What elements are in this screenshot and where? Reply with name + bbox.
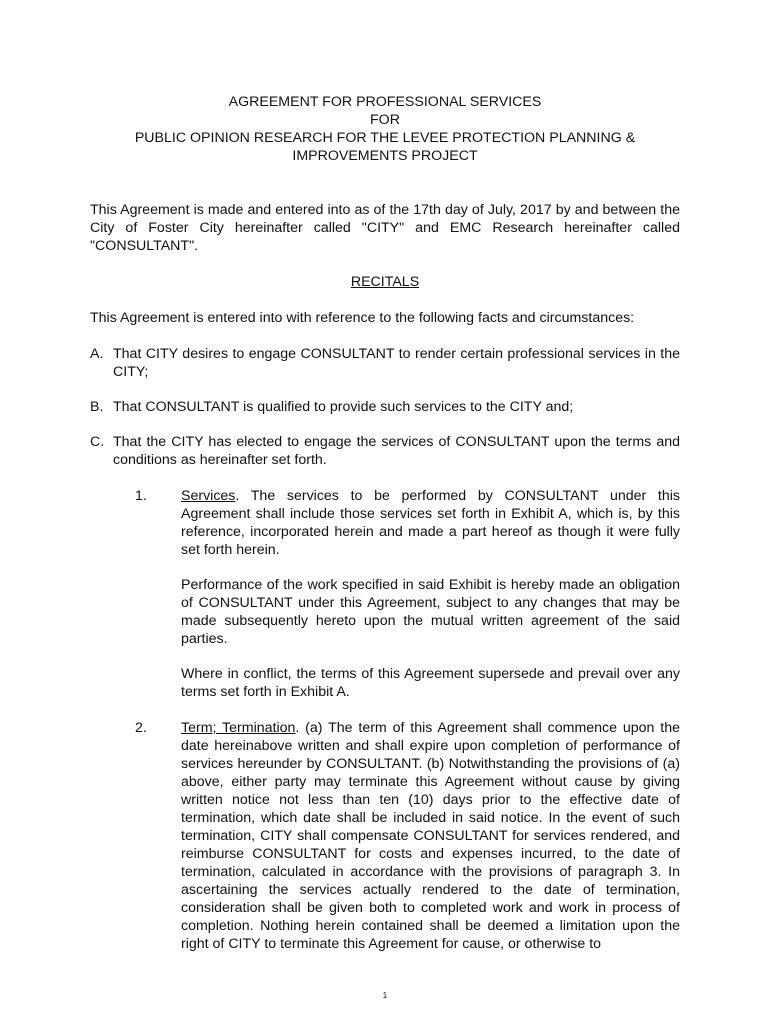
title-line-3: PUBLIC OPINION RESEARCH FOR THE LEVEE PROTECTION PLANNING & — [134, 130, 636, 146]
agreement-title — [90, 93, 680, 165]
section-body: . The services to be performed by CONSULTANT under this Agreement shall include those services set forth in Exhibit A, which is, by this reference, incorporated herein and made a part hereof as though it were fully set forth herein. — [181, 488, 680, 558]
title-line-2: FOR — [370, 112, 400, 128]
recital-b — [90, 398, 680, 416]
recital-letter: B. — [90, 399, 104, 415]
section-heading: Services — [181, 488, 236, 504]
recital-c — [90, 433, 680, 469]
page-number: 1 — [382, 991, 388, 1000]
recital-a — [90, 345, 680, 381]
recital-text: That the CITY has elected to engage the services of CONSULTANT upon the terms and conditions as hereinafter set forth. — [113, 434, 680, 468]
section-text — [181, 487, 680, 559]
section-number: 2. — [135, 720, 147, 736]
section-heading: Term; Termination — [181, 720, 296, 736]
recitals-heading-wrap — [90, 273, 680, 291]
title-line-4: IMPROVEMENTS PROJECT — [292, 148, 478, 164]
recital-text: That CONSULTANT is qualified to provide such services to the CITY and; — [113, 399, 574, 415]
intro-paragraph: This Agreement is made and entered into as of the 17th day of July, 2017 by and between the City of Foster City hereinafter called "CITY" and EMC Research hereinafter called "CONSULTANT". — [90, 202, 680, 254]
section-number: 1. — [135, 488, 147, 504]
title-line-1: AGREEMENT FOR PROFESSIONAL SERVICES — [228, 94, 542, 110]
section-1-paragraph-2: Performance of the work specified in said Exhibit is hereby made an obligation of CONSULTANT under this Agreement, subject to any changes that may be made subsequently hereto upon the mutual written agreement of the said parties. — [181, 577, 680, 647]
section-body: . (a) The term of this Agreement shall commence upon the date hereinabove written and shall expire upon completion of performance of services hereunder by CONSULTANT. (b) Notwithstanding the provisions of (a) above, either party may terminate this Agreement without cause by giving written notice not less than ten (10) days prior to the effective date of termination, which date shall be included in said notice. In the event of such termination, CITY shall compensate CONSULTANT for services rendered, and reimburse CONSULTANT for costs and expenses incurred, to the date of termination, calculated in accordance with the provisions of paragraph 3. In ascertaining the services actually rendered to the date of termination, consideration shall be given both to completed work and work in process of completion. Nothing herein contained shall be deemed a limitation upon the right of CITY to terminate this Agreement for cause, or otherwise to — [181, 720, 680, 952]
section-1 — [90, 487, 680, 559]
section-2 — [90, 719, 680, 953]
recital-letter: A. — [90, 346, 104, 362]
recital-letter: C. — [90, 434, 105, 450]
recital-text: That CITY desires to engage CONSULTANT to render certain professional services in the CITY; — [113, 346, 680, 380]
section-1-paragraph-3: Where in conflict, the terms of this Agreement supersede and prevail over any terms set forth in Exhibit A. — [181, 666, 680, 700]
recitals-heading: RECITALS — [350, 274, 420, 290]
section-text — [181, 719, 680, 953]
recitals-intro: This Agreement is entered into with reference to the following facts and circumstances: — [90, 310, 635, 326]
